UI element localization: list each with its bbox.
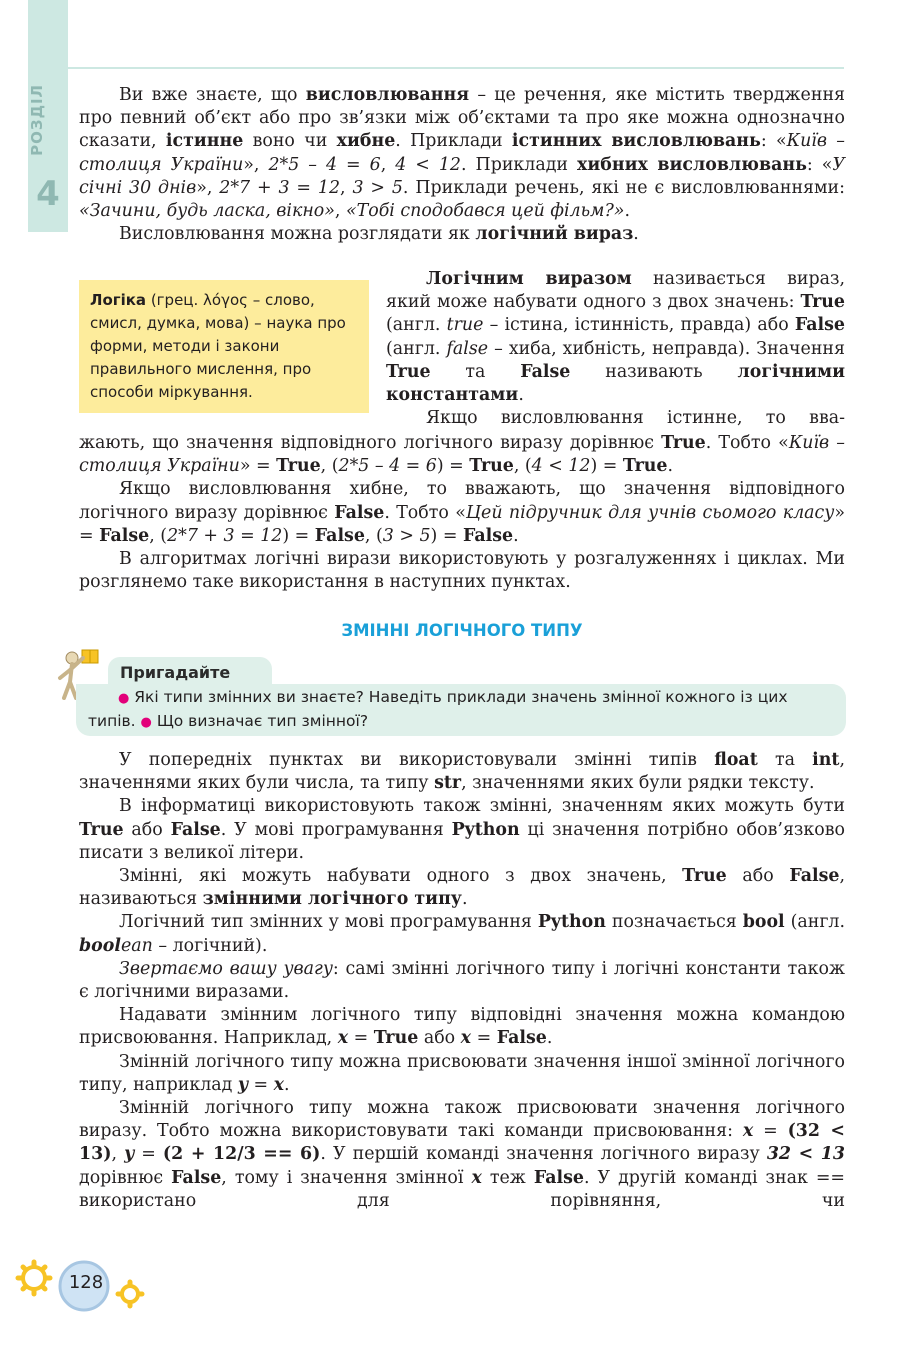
paragraph-bool: Логічний тип змінних у мові програмування Python позначається bool (англ. boolean – логічний). (79, 912, 846, 956)
paragraph-true: жають, що значення відповідного логічного виразу дорівнює True. Тобто «Київ – столиця України» = True, (2*5 – 4 = 6) = True, (4 < 12) = True. (79, 433, 846, 477)
paragraph-assign-var: Змінній логічного типу можна присвоювати значення іншої змінної логічного типу, наприклад y = x. (79, 1051, 845, 1095)
paragraph-logical-expression: Висловлювання можна розглядати як логічний вираз. (119, 224, 639, 245)
paragraph-false: Якщо висловлювання хибне, то вважають, що значення відповідного логічного виразу дорівнює False. Тобто «Цей підручник для учнів сьомого класу» = False, (2*7 + 3 = 12) = False, (3 > 5) = False. (79, 479, 846, 546)
recall-questions: ● Які типи змінних ви знаєте? Наведіть приклади значень змінної кожного із цих типів. ● Що визначає тип змінної? (88, 688, 788, 730)
paragraph-algorithms: В алгоритмах логічні вирази використовують у розгалуженнях і циклах. Ми розглянемо таке використання в наступних пунктах. (79, 549, 845, 593)
bullet-icon: ● (140, 715, 152, 730)
section-heading: ЗМІННІ ЛОГІЧНОГО ТИПУ (341, 621, 583, 640)
true-false-text (79, 432, 845, 594)
paragraph-types: У попередніх пунктах ви використовували змінні типів float та int, значеннями яких були числа, та типу str, значеннями яких були рядки тексту. (79, 750, 845, 794)
recall-title: Пригадайте (120, 663, 231, 682)
paragraph-assign-expression: Змінній логічного типу можна також присвоювати значення логічного виразу. Тобто можна використовувати такі команди присвоювання: x = (32 < 13), y = (2 + 12/3 == 6). У першій команді значення логічного виразу 32 < 13 дорівнює False, тому і значення змінної x теж False. У другій команді знак == використано для порівняння, чи (79, 1098, 846, 1211)
intro-text (79, 84, 845, 246)
chapter-word: РОЗДІЛ (28, 84, 46, 156)
paragraph-attention: Звертаємо вашу увагу: самі змінні логічного типу і логічні константи також є логічними виразами. (79, 958, 846, 1003)
page-number: 128 (68, 1272, 104, 1293)
top-rule (68, 67, 844, 69)
logical-expression-definition: Логічним виразом називається вираз, який може набувати одного з двох значень: True (англ. true – істина, істинність, правда) або False (англ. false – хиба, хибність, неправда). Значення True та False називають логічними константами. Якщо висловлювання істинне, то вва- (386, 268, 845, 430)
chapter-number: 4 (36, 174, 60, 214)
bullet-icon: ● (118, 691, 130, 706)
paragraph-true-false-vars: В інформатиці використовують також змінні, значенням яких можуть бути True або False. У мові програмування Python ці значення потрібно обов’язково писати з великої літери. (79, 796, 845, 863)
paragraph-logical-vars: Змінні, які можуть набувати одного з двох значень, True або False, називаються змінними логічного типу. (79, 866, 845, 910)
logic-definition-text: Логіка (грец. λόγος – слово, смисл, думка, мова) – наука про форми, методи і закони правильного мислення, про способи міркування. (90, 291, 346, 401)
paragraph-statements: Ви вже знаєте, що висловлювання – це речення, яке містить твердження про певний об’єкт або про зв’язки між об’єктами та про яке можна однозначно сказати, істинне воно чи хибне. Приклади істинних висловлювань: «Київ – столиця України», 2*5 – 4 = 6, 4 < 12. Приклади хибних висловлювань: «У січні 30 днів», 2*7 + 3 = 12, 3 > 5. Приклади речень, які не є висловлюваннями: «Зачини, будь ласка, вікно», «Тобі сподобався цей фільм?». (79, 85, 846, 222)
gears-icon (12, 1258, 152, 1338)
paragraph-assignment: Надавати змінним логічного типу відповідні значення можна командою присвоювання. Наприклад, x = True або x = False. (79, 1005, 845, 1049)
true-statement-line: Якщо висловлювання істинне, то вва- (426, 408, 845, 429)
variables-text (79, 749, 845, 1213)
